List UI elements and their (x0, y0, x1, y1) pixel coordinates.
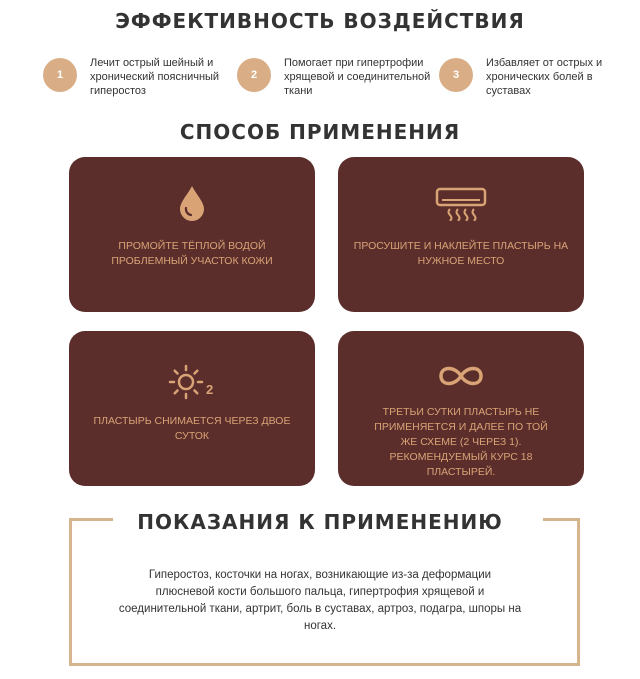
step-card-1 (69, 157, 315, 312)
number-badge-3: 3 (439, 58, 473, 92)
infinity-icon (437, 363, 485, 389)
number-badge-2: 2 (237, 58, 271, 92)
step-text-3: ПЛАСТЫРЬ СНИМАЕТСЯ ЧЕРЕЗ ДВОЕ СУТОК (93, 415, 291, 442)
effect-title: ЭФФЕКТИВНОСТЬ ВОЗДЕЙСТВИЯ (115, 9, 525, 33)
step-card-3 (69, 331, 315, 486)
indications-title: ПОКАЗАНИЯ К ПРИМЕНЕНИЮ (137, 510, 503, 534)
indications-text: Гиперостоз, косточки на ногах, возникающие из-за деформации плюсневой кости большого пальца, гипертрофия хрящевой и соединительной ткани, артрит, боль в суставах, артроз, подагра, шпоры на ногах. (118, 569, 522, 632)
step-text-2: ПРОСУШИТЕ И НАКЛЕЙТЕ ПЛАСТЫРЬ НА НУЖНОЕ МЕСТО (353, 240, 569, 267)
benefit-text-2: Помогает при гипертрофии хрящевой и соединительной ткани (284, 57, 431, 97)
step-text-1: ПРОМОЙТЕ ТЁПЛОЙ ВОДОЙ ПРОБЛЕМНЫЙ УЧАСТОК КОЖИ (111, 240, 273, 267)
water-drop-icon (178, 185, 206, 221)
number-badge-1: 1 (43, 58, 77, 92)
benefit-text-3: Избавляет от острых и хронических болей в суставах (486, 57, 603, 97)
sun-icon (168, 364, 216, 400)
method-title: СПОСОБ ПРИМЕНЕНИЯ (179, 120, 461, 144)
step-card-2 (338, 157, 584, 312)
step-card-4 (338, 331, 584, 486)
benefit-text-1: Лечит острый шейный и хронический поясничный гиперостоз (90, 57, 220, 97)
step-text-4: ТРЕТЬИ СУТКИ ПЛАСТЫРЬ НЕ ПРИМЕНЯЕТСЯ И ДАЛЕЕ ПО ТОЙ ЖЕ СХЕМЕ (2 ЧЕРЕЗ 1). РЕКОМЕНДУЕМЫЙ КУРС 18 ПЛАСТЫРЕЙ. (374, 406, 548, 478)
air-heater-icon (435, 187, 487, 221)
sun-icon-badge: 2 (206, 382, 214, 397)
